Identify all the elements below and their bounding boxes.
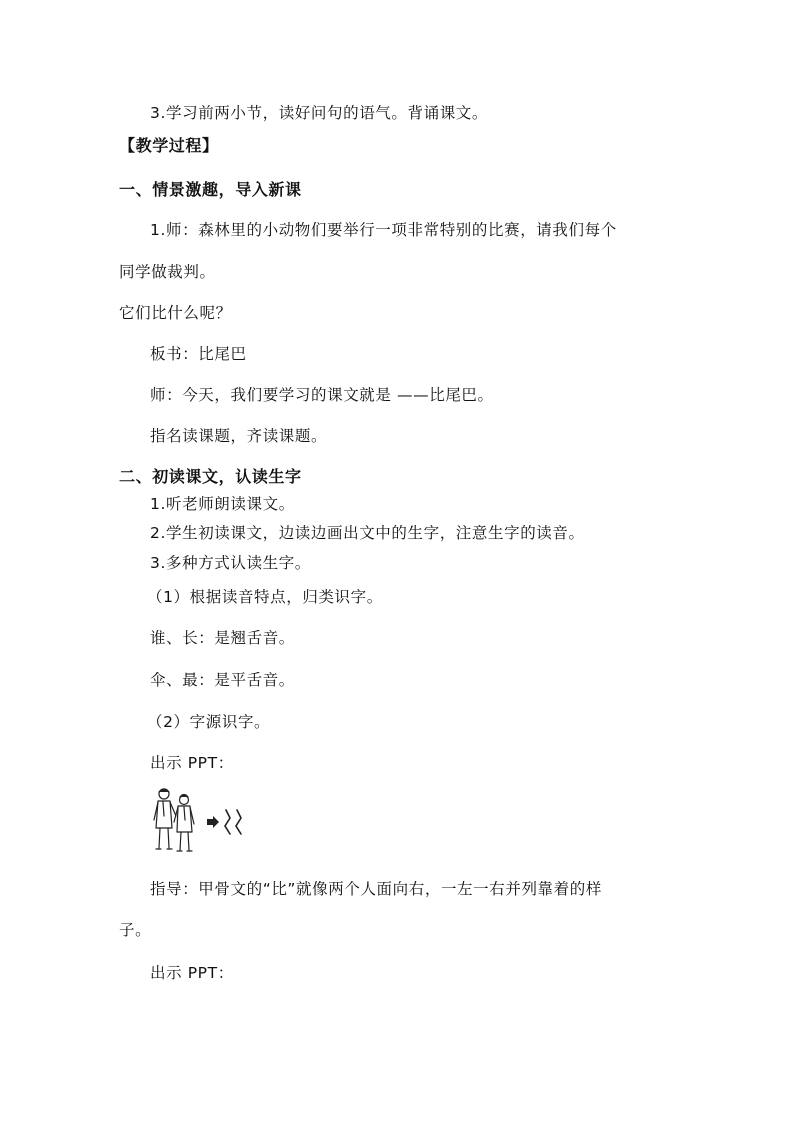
section-2-ppt-label-2: 出示 PPT： bbox=[150, 964, 234, 982]
process-heading: 【教学过程】 bbox=[119, 136, 219, 155]
section-1-board-writing: 板书：比尾巴 bbox=[150, 345, 247, 363]
two-people-icon bbox=[154, 789, 194, 851]
oracle-bone-character-icon bbox=[225, 810, 241, 834]
section-1-paragraph-1-line-2: 同学做裁判。 bbox=[119, 263, 216, 281]
oracle-bone-illustration bbox=[150, 786, 250, 862]
section-1-teacher-line: 师：今天，我们要学习的课文就是 ——比尾巴。 bbox=[150, 386, 494, 404]
section-2-sub-1-a: 谁、长：是翘舌音。 bbox=[150, 629, 295, 647]
section-2-item-2: 2.学生初读课文，边读边画出文中的生字，注意生字的读音。 bbox=[150, 524, 585, 542]
guidance-line-2: 子。 bbox=[119, 921, 152, 939]
guidance-line-1: 指导：甲骨文的“比”就像两个人面向右，一左一右并列靠着的样 bbox=[150, 880, 602, 898]
section-2-ppt-label-1: 出示 PPT： bbox=[150, 754, 234, 772]
teaching-goal-3: 3.学习前两小节，读好问句的语气。背诵课文。 bbox=[150, 104, 488, 122]
section-2-item-3: 3.多种方式认读生字。 bbox=[150, 554, 311, 572]
section-2-sub-2: （2）字源识字。 bbox=[147, 713, 271, 731]
section-1-paragraph-1-line-1: 1.师：森林里的小动物们要举行一项非常特别的比赛，请我们每个 bbox=[150, 221, 617, 239]
section-1-paragraph-2: 它们比什么呢？ bbox=[119, 304, 232, 322]
section-2-item-1: 1.听老师朗读课文。 bbox=[150, 495, 295, 513]
section-2-heading: 二、初读课文，认读生字 bbox=[119, 467, 302, 486]
section-2-sub-1: （1）根据读音特点，归类识字。 bbox=[147, 588, 383, 606]
section-1-read-title: 指名读课题，齐读课题。 bbox=[150, 427, 328, 445]
section-2-sub-1-b: 伞、最：是平舌音。 bbox=[150, 671, 295, 689]
section-1-heading: 一、情景激趣，导入新课 bbox=[119, 180, 302, 199]
arrow-right-icon bbox=[207, 816, 219, 828]
